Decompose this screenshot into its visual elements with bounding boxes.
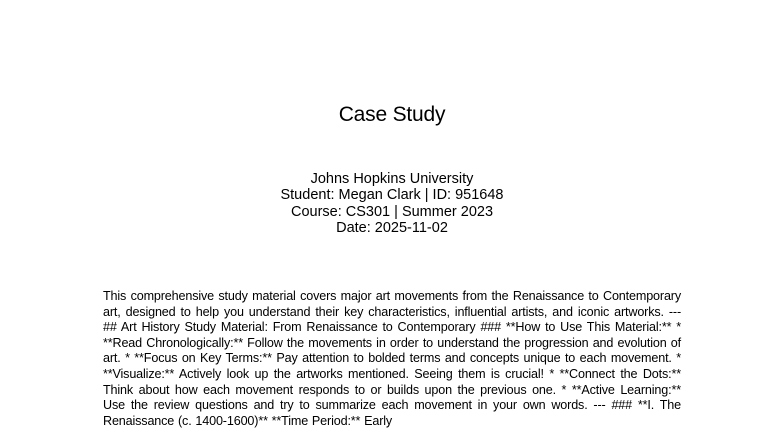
document-title: Case Study bbox=[338, 103, 446, 126]
university-name: Johns Hopkins University bbox=[310, 171, 474, 187]
document-date: Date: 2025-11-02 bbox=[336, 220, 448, 237]
document-meta-block bbox=[0, 171, 784, 237]
body-paragraph: This comprehensive study material covers major art movements from the Renaissance to Contemporary art, designed to help you understand their key characteristics, influential artists, and iconic artworks. --- ## Art History Study Material: From Renaissance to Contemporary ### **How to Use This Material:** * **Read Chronologically:** Follow the movements in order to understand the progression and evolution of art. * **Focus on Key Terms:** Pay attention to bolded terms and concepts unique to each movement. * **Visualize:** Actively look up the artworks mentioned. Seeing them is crucial! * **Connect the Dots:** Think about how each movement responds to or builds upon the previous one. * **Active Learning:** Use the review questions and try to summarize each movement in your own words. --- ### **I. The Renaissance (c. 1400-1600)** **Time Period:** Early bbox=[103, 289, 681, 428]
student-info: Student: Megan Clark | ID: 951648 bbox=[280, 187, 504, 204]
course-info: Course: CS301 | Summer 2023 bbox=[290, 203, 494, 220]
